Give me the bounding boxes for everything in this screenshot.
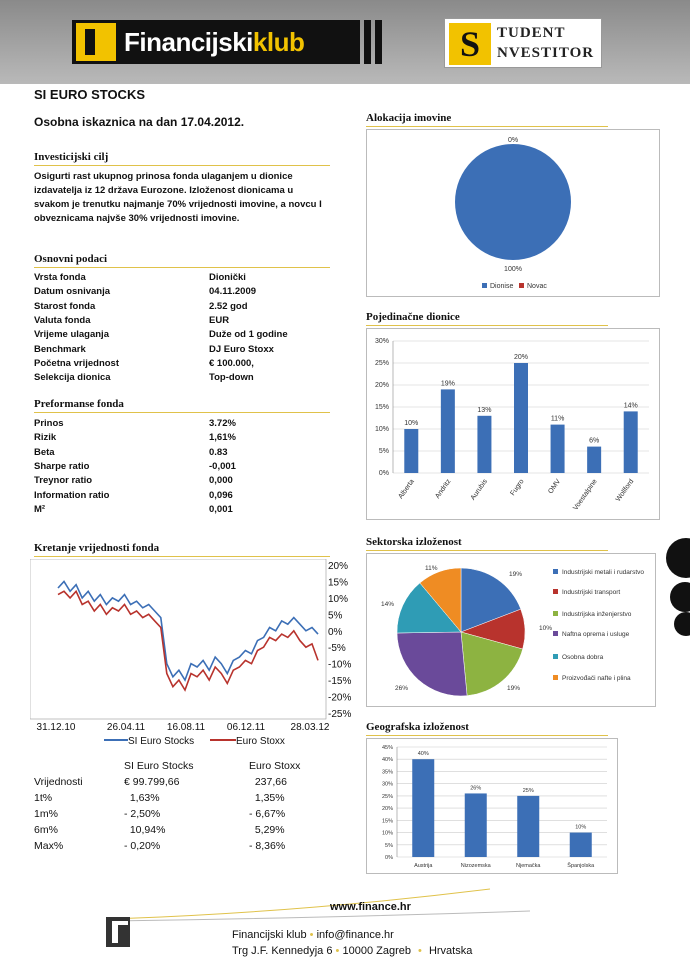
footer-country: Hrvatska xyxy=(428,945,473,957)
row-label: Rizik xyxy=(34,432,57,444)
data-row xyxy=(34,286,256,297)
header-banner xyxy=(0,0,690,84)
si-mark: S xyxy=(449,23,491,65)
y-tick-label: 30% xyxy=(381,781,393,788)
data-row xyxy=(34,461,236,472)
row-value: 1,61% xyxy=(209,432,236,444)
data-label: 14% xyxy=(381,601,395,608)
legend-swatch xyxy=(553,589,558,594)
data-row xyxy=(34,447,228,458)
legend-label: Proizvođači nafte i plina xyxy=(562,675,631,682)
table-cell: 237,66 xyxy=(249,776,287,788)
data-label: 6% xyxy=(589,437,600,445)
x-tick-label: 28.03.12 xyxy=(290,722,330,733)
row-label: M² xyxy=(34,503,46,515)
data-label: 26% xyxy=(470,785,482,792)
bar xyxy=(624,411,638,473)
logo-bars xyxy=(364,20,382,64)
legend-swatch xyxy=(553,569,558,574)
data-row xyxy=(34,301,248,312)
x-tick-label: Nizozemska xyxy=(460,863,491,869)
data-label: 20% xyxy=(513,354,529,361)
legend-swatch xyxy=(553,611,558,616)
y-tick-label: 5% xyxy=(328,610,343,622)
fk-mark-icon xyxy=(76,23,116,61)
sector-pie-chart xyxy=(366,553,656,707)
data-label: 11% xyxy=(425,565,438,572)
table-cell: Vrijednosti xyxy=(34,776,83,788)
data-label: 19% xyxy=(509,571,523,578)
x-tick-label: Fugro xyxy=(509,478,526,498)
bar xyxy=(517,796,539,857)
row-value: -0,001 xyxy=(209,460,236,472)
sector-heading: Sektorska izloženost xyxy=(366,536,608,551)
data-label: 14% xyxy=(623,402,638,410)
row-value: 0,000 xyxy=(209,475,233,487)
row-label: Benchmark xyxy=(34,343,86,355)
goal-heading: Investicijski cilj xyxy=(34,151,330,166)
y-tick-label: 20% xyxy=(374,382,389,389)
data-row xyxy=(34,358,254,369)
y-tick-label: 40% xyxy=(381,757,393,764)
row-value: 3.72% xyxy=(209,418,236,429)
y-tick-label: -5% xyxy=(328,643,346,655)
logo-text-b: klub xyxy=(252,26,305,57)
table-cell: - 8,36% xyxy=(249,840,286,852)
pie-slice xyxy=(455,144,571,260)
row-label: Starost fonda xyxy=(34,300,96,312)
data-label: 26% xyxy=(395,685,409,692)
legend-label: Industrijski transport xyxy=(562,589,621,596)
legend-label: Naftna oprema i usluge xyxy=(562,631,630,638)
row-value: Dionički xyxy=(209,272,246,283)
decor-dot xyxy=(666,538,690,578)
plot-frame xyxy=(30,559,326,719)
legend-label: SI Euro Stocks xyxy=(128,736,195,747)
legend-label: Industrijski metali i rudarstvo xyxy=(562,569,644,576)
data-label: 25% xyxy=(522,787,534,794)
footer-line2 xyxy=(232,945,472,957)
data-label: 100% xyxy=(504,266,522,273)
data-row xyxy=(34,490,233,501)
data-label: 13% xyxy=(477,406,492,414)
row-label: Information ratio xyxy=(34,489,110,501)
data-label: 40% xyxy=(417,751,429,758)
x-tick-label: OMV xyxy=(547,478,563,496)
x-tick-label: Austrija xyxy=(414,863,433,869)
data-label: 0% xyxy=(507,137,519,144)
footer-dot: • xyxy=(418,945,422,957)
table-cell: € 99.799,66 xyxy=(124,776,180,788)
x-tick-label: Alberta xyxy=(397,478,416,501)
table-header-cell: Euro Stoxx xyxy=(249,760,301,772)
row-label: Treynor ratio xyxy=(34,475,93,487)
bar xyxy=(404,429,418,473)
y-tick-label: 0% xyxy=(385,855,393,861)
x-tick-label: 26.04.11 xyxy=(106,722,146,733)
footer-line1 xyxy=(232,929,394,941)
y-tick-label: 15% xyxy=(381,818,393,825)
row-label: Beta xyxy=(34,446,55,458)
goal-text: Osigurti rast ukupnog prinosa fonda ulaganjem u dionice izdavatelja iz 12 država Eurozone. Izloženost dionicama u svakom je trenutku najmanje 70% vrijednosti imovine, a novcu I obveznicama najvše 30% vrijednosti imovine. xyxy=(34,171,322,224)
row-value: Top-down xyxy=(209,372,254,384)
row-label: Vrijeme ulaganja xyxy=(34,329,109,341)
y-tick-label: 5% xyxy=(385,842,393,849)
row-label: Prinos xyxy=(34,418,64,429)
data-label: 19% xyxy=(507,685,521,692)
legend-swatch xyxy=(482,283,487,288)
geo-heading: Geografska izloženost xyxy=(366,721,608,736)
data-row xyxy=(34,372,254,383)
bar xyxy=(412,759,434,857)
row-value: 0,096 xyxy=(209,489,233,501)
table-header-row xyxy=(34,760,359,776)
y-tick-label: 20% xyxy=(381,806,393,813)
footer-email[interactable]: info@finance.hr xyxy=(316,929,394,941)
basic-heading: Osnovni podaci xyxy=(34,253,330,268)
financijski-klub-logo xyxy=(72,20,360,64)
bar xyxy=(570,833,592,857)
x-tick-label: 16.08.11 xyxy=(166,722,206,733)
row-value: Duže od 1 godine xyxy=(209,329,288,341)
footer-url[interactable]: www.finance.hr xyxy=(330,901,411,913)
table-cell: 1t% xyxy=(34,792,53,804)
row-label: Vrsta fonda xyxy=(34,272,86,283)
stocks-bar-chart xyxy=(366,328,660,520)
y-tick-label: 25% xyxy=(374,360,389,367)
y-tick-label: 10% xyxy=(328,593,349,605)
row-value: 0.83 xyxy=(209,446,228,458)
y-tick-label: 30% xyxy=(374,338,389,345)
si-text-line1: TUDENT xyxy=(497,25,566,41)
legend-swatch xyxy=(553,654,558,659)
table-row xyxy=(34,808,359,824)
data-label: 10% xyxy=(404,420,419,427)
row-label: Valuta fonda xyxy=(34,314,91,326)
data-label: 19% xyxy=(440,380,455,388)
data-row xyxy=(34,504,233,515)
alloc-heading: Alokacija imovine xyxy=(366,112,608,127)
geo-bar-chart xyxy=(366,738,618,874)
trend-line-chart xyxy=(30,559,352,749)
data-row xyxy=(34,475,233,486)
footer-city: 10000 Zagreb xyxy=(342,945,411,957)
table-row xyxy=(34,824,359,840)
table-row xyxy=(34,776,359,792)
x-tick-label: Aurubis xyxy=(469,478,490,502)
y-tick-label: 25% xyxy=(381,793,393,800)
trend-heading: Kretanje vrijednosti fonda xyxy=(34,542,330,557)
table-cell: - 6,67% xyxy=(249,808,286,820)
legend-label: Euro Stoxx xyxy=(236,736,285,747)
table-cell: 1,35% xyxy=(249,792,285,804)
data-row xyxy=(34,432,236,443)
y-tick-label: 15% xyxy=(328,577,349,589)
y-tick-label: 0% xyxy=(378,470,389,477)
table-header-cell xyxy=(34,760,124,776)
row-value: € 100.000, xyxy=(209,357,254,369)
bar xyxy=(441,389,455,473)
x-tick-label: Voestalpine xyxy=(572,478,599,512)
row-label: Datum osnivanja xyxy=(34,286,111,298)
bar xyxy=(477,416,491,473)
table-cell: 5,29% xyxy=(249,824,285,836)
x-tick-label: Španjolska xyxy=(567,863,595,869)
data-label: 10% xyxy=(539,625,553,632)
table-cell: - 0,20% xyxy=(124,840,161,852)
decor-dot xyxy=(670,582,690,612)
legend-label: Industrijska inženjerstvo xyxy=(562,611,632,618)
bar xyxy=(514,363,528,473)
data-label: 10% xyxy=(575,824,587,831)
y-tick-label: -10% xyxy=(328,659,352,671)
x-tick-label: Andritz xyxy=(434,478,453,501)
y-tick-label: 45% xyxy=(381,745,393,751)
bar xyxy=(465,793,487,857)
legend-swatch xyxy=(553,631,558,636)
data-row xyxy=(34,315,229,326)
table-row xyxy=(34,792,359,808)
row-value: DJ Euro Stoxx xyxy=(209,343,274,355)
page-subtitle: Osobna iskaznica na dan 17.04.2012. xyxy=(34,115,245,129)
footer-street: Trg J.F. Kennedyja 6 xyxy=(232,945,333,957)
data-label: 11% xyxy=(550,415,565,423)
y-tick-label: 20% xyxy=(328,561,349,572)
y-tick-label: -15% xyxy=(328,676,352,688)
table-cell: 1m% xyxy=(34,808,58,820)
si-text-line2: NVESTITOR xyxy=(497,45,595,61)
footer-dot: • xyxy=(335,945,340,957)
legend-label: Novac xyxy=(527,283,547,290)
row-label: Početna vrijednost xyxy=(34,357,119,369)
y-tick-label: 10% xyxy=(374,426,389,433)
page-title: SI EURO STOCKS xyxy=(34,87,146,102)
legend-swatch xyxy=(519,283,524,288)
y-tick-label: -20% xyxy=(328,692,352,704)
x-tick-label: 31.12.10 xyxy=(36,722,76,733)
table-row xyxy=(34,840,359,856)
legend-label: Dionise xyxy=(490,283,514,290)
bar xyxy=(587,447,601,473)
y-tick-label: -25% xyxy=(328,709,352,720)
y-tick-label: 5% xyxy=(378,448,389,455)
stocks-heading: Pojedinačne dionice xyxy=(366,311,608,326)
table-header-cell: SI Euro Stocks xyxy=(124,760,194,772)
x-tick-label: Wollford xyxy=(614,478,636,504)
row-value: EUR xyxy=(209,314,230,326)
x-tick-label: 06.12.11 xyxy=(226,722,266,733)
table-cell: Max% xyxy=(34,840,64,852)
legend-swatch xyxy=(553,675,558,680)
allocation-pie-chart xyxy=(366,129,660,297)
data-row xyxy=(34,344,274,355)
footer-swoosh xyxy=(110,885,530,925)
table-cell: - 2,50% xyxy=(124,808,161,820)
y-tick-label: 10% xyxy=(381,830,393,837)
row-value: 0,001 xyxy=(209,503,233,515)
data-row xyxy=(34,329,288,340)
row-label: Selekcija dionica xyxy=(34,372,111,384)
data-row xyxy=(34,418,236,429)
table-cell: 1,63% xyxy=(124,792,160,804)
performance-table xyxy=(34,760,359,856)
student-investitor-logo xyxy=(444,18,602,68)
y-tick-label: 15% xyxy=(374,404,389,411)
row-value: 04.11.2009 xyxy=(209,286,257,298)
footer-fk-icon xyxy=(106,917,130,947)
x-tick-label: Njemačka xyxy=(516,863,541,869)
table-cell: 6m% xyxy=(34,824,58,836)
perf-heading: Preformanse fonda xyxy=(34,398,330,413)
row-label: Sharpe ratio xyxy=(34,460,90,472)
y-tick-label: 0% xyxy=(328,626,343,638)
logo-text-a: Financijski xyxy=(124,26,253,57)
data-row xyxy=(34,272,246,283)
y-tick-label: 35% xyxy=(381,769,393,776)
footer-club-name: Financijski klub xyxy=(232,929,307,941)
bar xyxy=(551,425,565,473)
row-value: 2.52 god xyxy=(209,300,248,312)
decor-dot xyxy=(674,612,690,636)
table-cell: 10,94% xyxy=(124,824,166,836)
footer-dot: • xyxy=(309,929,314,941)
legend-label: Osobna dobra xyxy=(562,654,604,661)
